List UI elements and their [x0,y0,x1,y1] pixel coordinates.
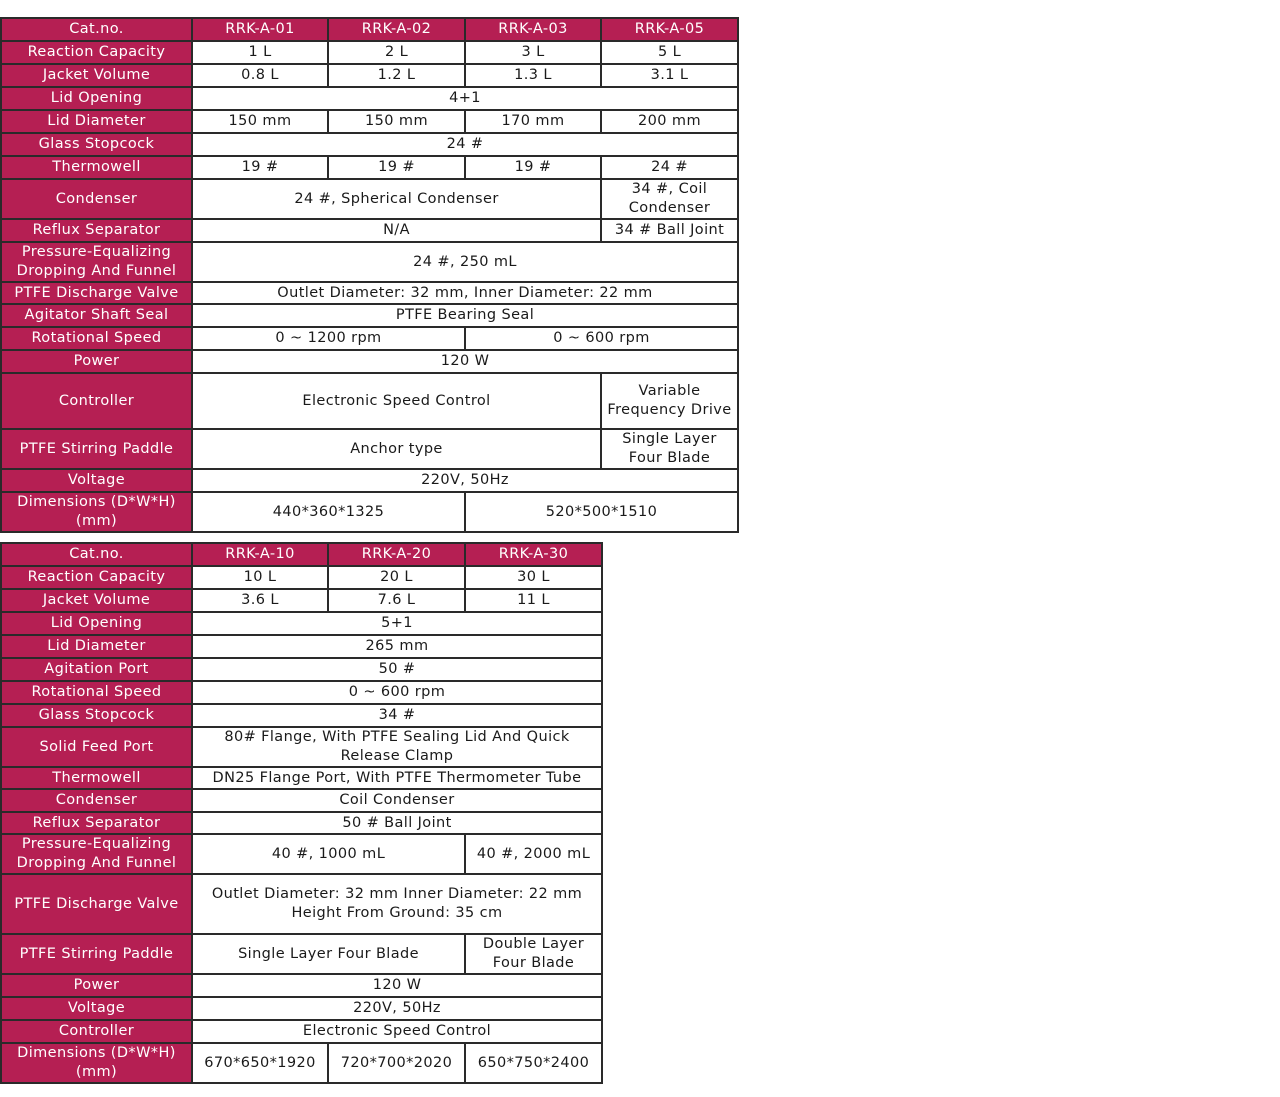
table-row [1,242,738,282]
table-cell: 50 # [192,658,602,681]
table-cell: 0 ~ 600 rpm [465,327,738,350]
table-cell: Single Layer Four Blade [192,934,465,974]
table-cell: 50 # Ball Joint [192,812,602,834]
table-row [1,41,738,64]
table-cell: 670*650*1920 [192,1043,328,1083]
row-label: Condenser [1,789,192,812]
table-row [1,681,602,704]
table-cell: 4+1 [192,87,738,110]
header-cell: RRK-A-02 [328,18,465,41]
table-cell: 120 W [192,350,738,373]
table-cell: 24 #, 250 mL [192,242,738,282]
header-cell: Cat.no. [1,18,192,41]
table-cell: 150 mm [328,110,465,133]
table-row [1,373,738,429]
table-cell: 200 mm [601,110,738,133]
table-cell: 150 mm [192,110,328,133]
table-row [1,834,602,874]
table-cell: 120 W [192,974,602,997]
row-label: Voltage [1,997,192,1020]
table-cell: 3.6 L [192,589,328,612]
table-cell: DN25 Flange Port, With PTFE Thermometer Tube [192,767,602,789]
table-cell: 30 L [465,566,602,589]
spec-table-large-models [0,542,603,1084]
row-label: Reaction Capacity [1,41,192,64]
table-row [1,997,602,1020]
row-label: Lid Opening [1,612,192,635]
table-row [1,1020,602,1043]
table-cell: 170 mm [465,110,601,133]
table-cell: 220V, 50Hz [192,469,738,492]
row-label: Condenser [1,179,192,219]
row-label: Lid Diameter [1,635,192,658]
table-row [1,327,738,350]
row-label: Agitation Port [1,658,192,681]
table-cell: 3 L [465,41,601,64]
row-label: Dimensions (D*W*H) (mm) [1,1043,192,1083]
row-label: Thermowell [1,767,192,789]
table-header-row [1,18,738,41]
table-cell: 220V, 50Hz [192,997,602,1020]
table-row [1,589,602,612]
table-cell: Outlet Diameter: 32 mm, Inner Diameter: 22 mm [192,282,738,304]
table-cell: 34 #, Coil Condenser [601,179,738,219]
table-row [1,133,738,156]
table-cell: 7.6 L [328,589,465,612]
table-cell: 1.2 L [328,64,465,87]
table-row [1,727,602,767]
table-cell: 40 #, 2000 mL [465,834,602,874]
table-row [1,304,738,327]
table-cell: Double Layer Four Blade [465,934,602,974]
row-label: Power [1,974,192,997]
table-row [1,156,738,179]
row-label: Reaction Capacity [1,566,192,589]
table-cell: Single Layer Four Blade [601,429,738,469]
table-cell: 34 # [192,704,602,727]
row-label: Jacket Volume [1,64,192,87]
table-row [1,219,738,242]
table-cell: 1.3 L [465,64,601,87]
table-row [1,282,738,304]
table-row [1,469,738,492]
table-row [1,566,602,589]
row-label: Rotational Speed [1,327,192,350]
header-cell: RRK-A-10 [192,543,328,566]
table-cell: 24 #, Spherical Condenser [192,179,601,219]
table-row [1,812,602,834]
header-cell: RRK-A-20 [328,543,465,566]
table-cell: 440*360*1325 [192,492,465,532]
table-cell: Variable Frequency Drive [601,373,738,429]
table-cell: 1 L [192,41,328,64]
table-cell: 720*700*2020 [328,1043,465,1083]
table-row [1,492,738,532]
row-label: Voltage [1,469,192,492]
table-cell: 20 L [328,566,465,589]
row-label: Lid Diameter [1,110,192,133]
table-cell: 10 L [192,566,328,589]
table-cell: 40 #, 1000 mL [192,834,465,874]
row-label: Controller [1,1020,192,1043]
table-header-row [1,543,602,566]
table-row [1,429,738,469]
table-cell: 24 # [601,156,738,179]
table-row [1,789,602,812]
table-row [1,767,602,789]
row-label: Power [1,350,192,373]
table-cell: Anchor type [192,429,601,469]
table-cell: 5+1 [192,612,602,635]
table-cell: Electronic Speed Control [192,1020,602,1043]
row-label: PTFE Discharge Valve [1,282,192,304]
table-cell: 650*750*2400 [465,1043,602,1083]
table-cell: PTFE Bearing Seal [192,304,738,327]
row-label: Controller [1,373,192,429]
row-label: Thermowell [1,156,192,179]
table-row [1,704,602,727]
table-cell: 3.1 L [601,64,738,87]
table-row [1,64,738,87]
table-row [1,612,602,635]
table-cell: Coil Condenser [192,789,602,812]
table-cell: 19 # [465,156,601,179]
row-label: Dimensions (D*W*H) (mm) [1,492,192,532]
spec-table-small-models [0,17,739,533]
table-row [1,1043,602,1083]
row-label: Jacket Volume [1,589,192,612]
table-row [1,874,602,934]
header-cell: RRK-A-01 [192,18,328,41]
header-cell: RRK-A-03 [465,18,601,41]
row-label: Glass Stopcock [1,704,192,727]
table-cell: 5 L [601,41,738,64]
table-cell: 19 # [192,156,328,179]
row-label: Pressure-Equalizing Dropping And Funnel [1,242,192,282]
table-row [1,934,602,974]
header-cell: RRK-A-05 [601,18,738,41]
table-cell: 0 ~ 1200 rpm [192,327,465,350]
table-row [1,658,602,681]
table-cell: 34 # Ball Joint [601,219,738,242]
table-cell: 80# Flange, With PTFE Sealing Lid And Quick Release Clamp [192,727,602,767]
header-cell: RRK-A-30 [465,543,602,566]
row-label: Reflux Separator [1,219,192,242]
table-row [1,179,738,219]
row-label: Lid Opening [1,87,192,110]
row-label: PTFE Discharge Valve [1,874,192,934]
table-cell: 11 L [465,589,602,612]
row-label: PTFE Stirring Paddle [1,934,192,974]
table-cell: 19 # [328,156,465,179]
table-cell: Electronic Speed Control [192,373,601,429]
table-cell: 265 mm [192,635,602,658]
table-row [1,974,602,997]
table-row [1,350,738,373]
row-label: Rotational Speed [1,681,192,704]
table-row [1,635,602,658]
table-cell: N/A [192,219,601,242]
row-label: Reflux Separator [1,812,192,834]
table-row [1,87,738,110]
table-cell: Outlet Diameter: 32 mm Inner Diameter: 22 mm Height From Ground: 35 cm [192,874,602,934]
row-label: Pressure-Equalizing Dropping And Funnel [1,834,192,874]
row-label: Agitator Shaft Seal [1,304,192,327]
row-label: Glass Stopcock [1,133,192,156]
table-cell: 0 ~ 600 rpm [192,681,602,704]
row-label: Solid Feed Port [1,727,192,767]
header-cell: Cat.no. [1,543,192,566]
table-cell: 2 L [328,41,465,64]
table-cell: 24 # [192,133,738,156]
table-cell: 520*500*1510 [465,492,738,532]
table-row [1,110,738,133]
table-cell: 0.8 L [192,64,328,87]
row-label: PTFE Stirring Paddle [1,429,192,469]
